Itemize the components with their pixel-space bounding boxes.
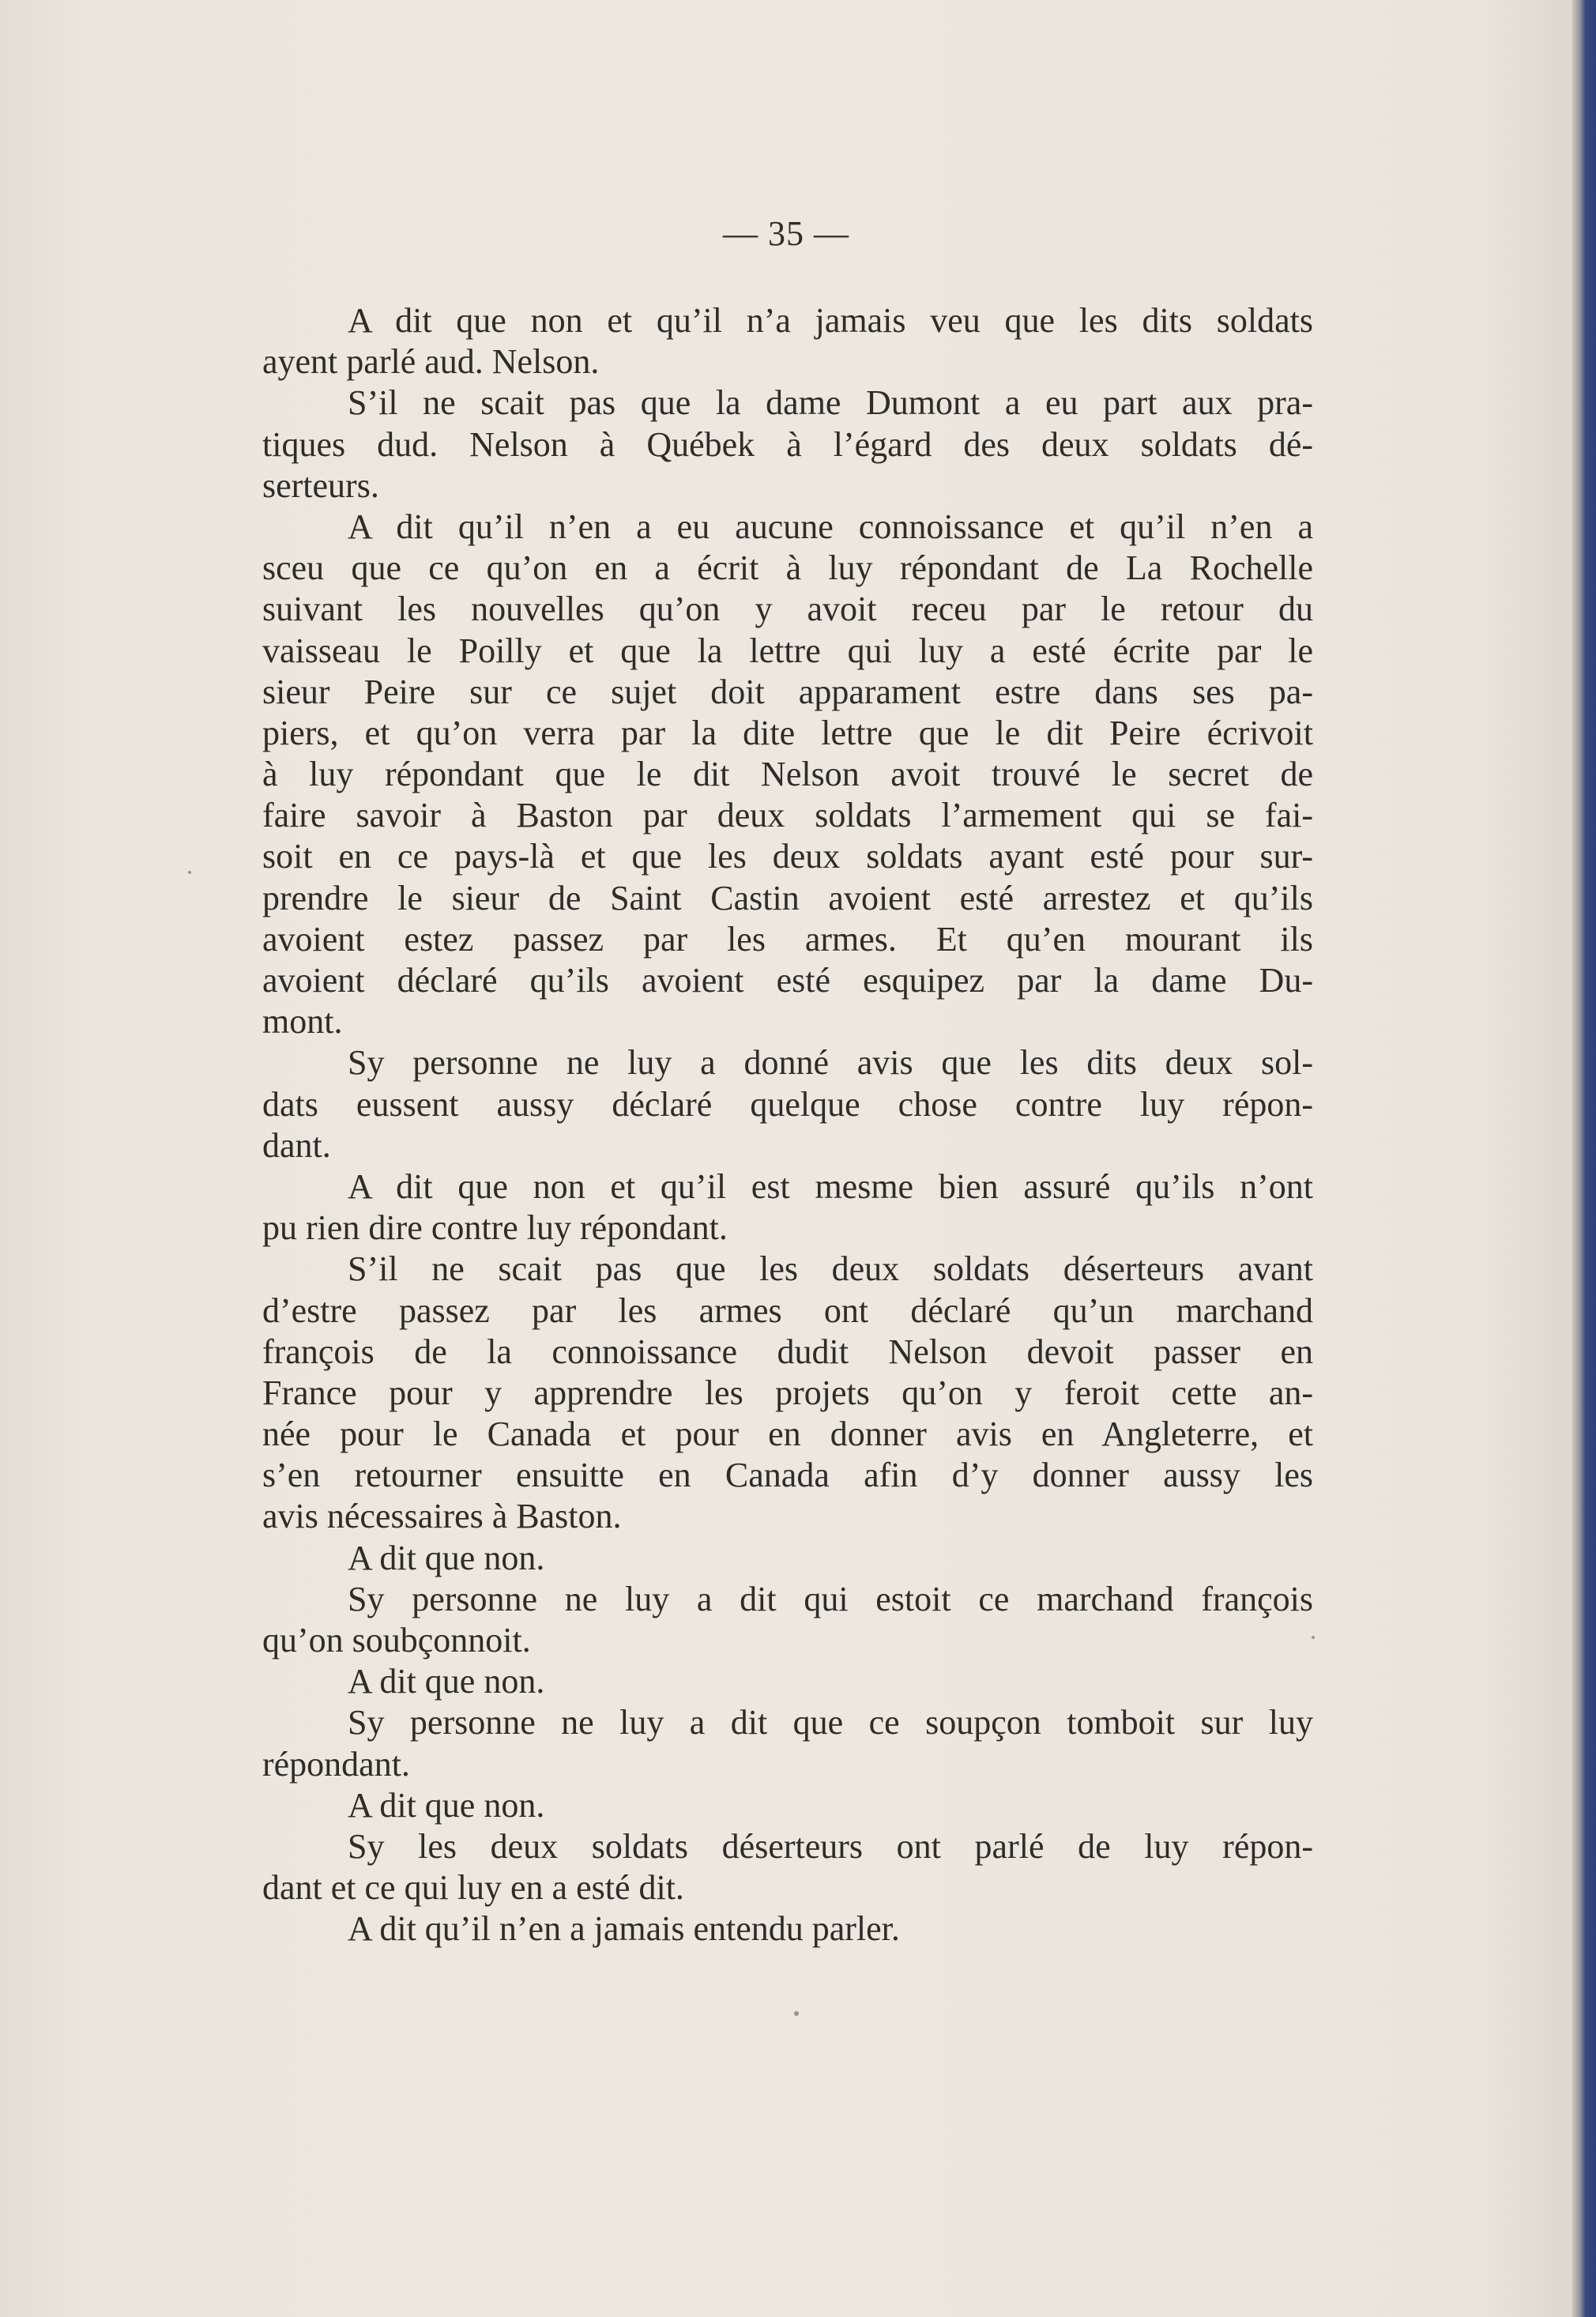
text-line: s’en retourner ensuitte en Canada afin d’y donner aussy les	[262, 1456, 1313, 1495]
text-line: pu rien dire contre luy répondant.	[262, 1208, 728, 1248]
text-line: ayent parlé aud. Nelson.	[262, 342, 600, 382]
text-line: à luy répondant que le dit Nelson avoit trouvé le secret de	[262, 755, 1313, 794]
text-line: Sy personne ne luy a donné avis que les dits deux sol-	[348, 1043, 1313, 1083]
text-line: A dit que non.	[348, 1785, 545, 1825]
text-line: S’il ne scait pas que les deux soldats déserteurs avant	[348, 1249, 1313, 1289]
text-line: faire savoir à Baston par deux soldats l’armement qui se fai-	[262, 796, 1313, 835]
text-line: piers, et qu’on verra par la dite lettre que le dit Peire écrivoit	[262, 713, 1313, 752]
text-line: A dit qu’il n’en a jamais entendu parler.	[348, 1909, 900, 1949]
paper-speck	[1312, 1636, 1315, 1639]
text-line: A dit que non et qu’il est mesme bien assuré qu’ils n’ont	[348, 1166, 1313, 1206]
text-line: sceu que ce qu’on en a écrit à luy répondant de La Rochelle	[262, 548, 1313, 588]
text-line: France pour y apprendre les projets qu’on y feroit cette an-	[262, 1373, 1313, 1412]
book-spine-edge	[1572, 0, 1596, 2317]
text-line: vaisseau le Poilly et que la lettre qui luy a esté écrite par le	[262, 631, 1313, 670]
text-line: A dit que non.	[348, 1538, 545, 1577]
body-text	[262, 300, 1313, 1950]
text-line: serteurs.	[262, 465, 379, 505]
page-number: — 35 —	[723, 214, 849, 253]
text-line: répondant.	[262, 1744, 410, 1784]
text-line: A dit que non.	[348, 1662, 545, 1701]
text-line: dant et ce qui luy en a esté dit.	[262, 1868, 684, 1908]
text-line: sieur Peire sur ce sujet doit apparament estre dans ses pa-	[262, 672, 1313, 711]
text-line: soit en ce pays-là et que les deux soldats ayant esté pour sur-	[262, 837, 1313, 876]
text-line: suivant les nouvelles qu’on y avoit receu par le retour du	[262, 590, 1313, 629]
text-line: S’il ne scait pas que la dame Dumont a eu part aux pra-	[348, 383, 1313, 423]
paper-speck	[188, 871, 191, 874]
text-line: dant.	[262, 1125, 331, 1165]
text-line: avis nécessaires à Baston.	[262, 1497, 622, 1536]
text-line: Sy personne ne luy a dit que ce soupçon tomboit sur luy	[348, 1703, 1313, 1742]
paper-speck	[794, 2011, 799, 2016]
text-line: mont.	[262, 1002, 343, 1042]
text-line: tiques dud. Nelson à Québek à l’égard des deux soldats dé-	[262, 424, 1313, 464]
text-line: née pour le Canada et pour en donner avis en Angleterre, et	[262, 1415, 1313, 1454]
text-line: A dit que non et qu’il n’a jamais veu que les dits soldats	[348, 301, 1313, 340]
text-line: d’estre passez par les armes ont déclaré qu’un marchand	[262, 1290, 1313, 1330]
text-line: A dit qu’il n’en a eu aucune connoissance et qu’il n’en a	[348, 507, 1313, 546]
text-line: Sy les deux soldats déserteurs ont parlé de luy répon-	[348, 1826, 1313, 1866]
text-line: prendre le sieur de Saint Castin avoient esté arrestez et qu’ils	[262, 878, 1313, 917]
text-line: Sy personne ne luy a dit qui estoit ce marchand françois	[348, 1579, 1313, 1618]
text-line: dats eussent aussy déclaré quelque chose contre luy répon-	[262, 1084, 1313, 1124]
text-line: avoient estez passez par les armes. Et qu’en mourant ils	[262, 919, 1313, 959]
text-line: françois de la connoissance dudit Nelson devoit passer en	[262, 1332, 1313, 1371]
text-line: avoient déclaré qu’ils avoient esté esquipez par la dame Du-	[262, 961, 1313, 1000]
text-line: qu’on soubçonnoit.	[262, 1621, 531, 1660]
